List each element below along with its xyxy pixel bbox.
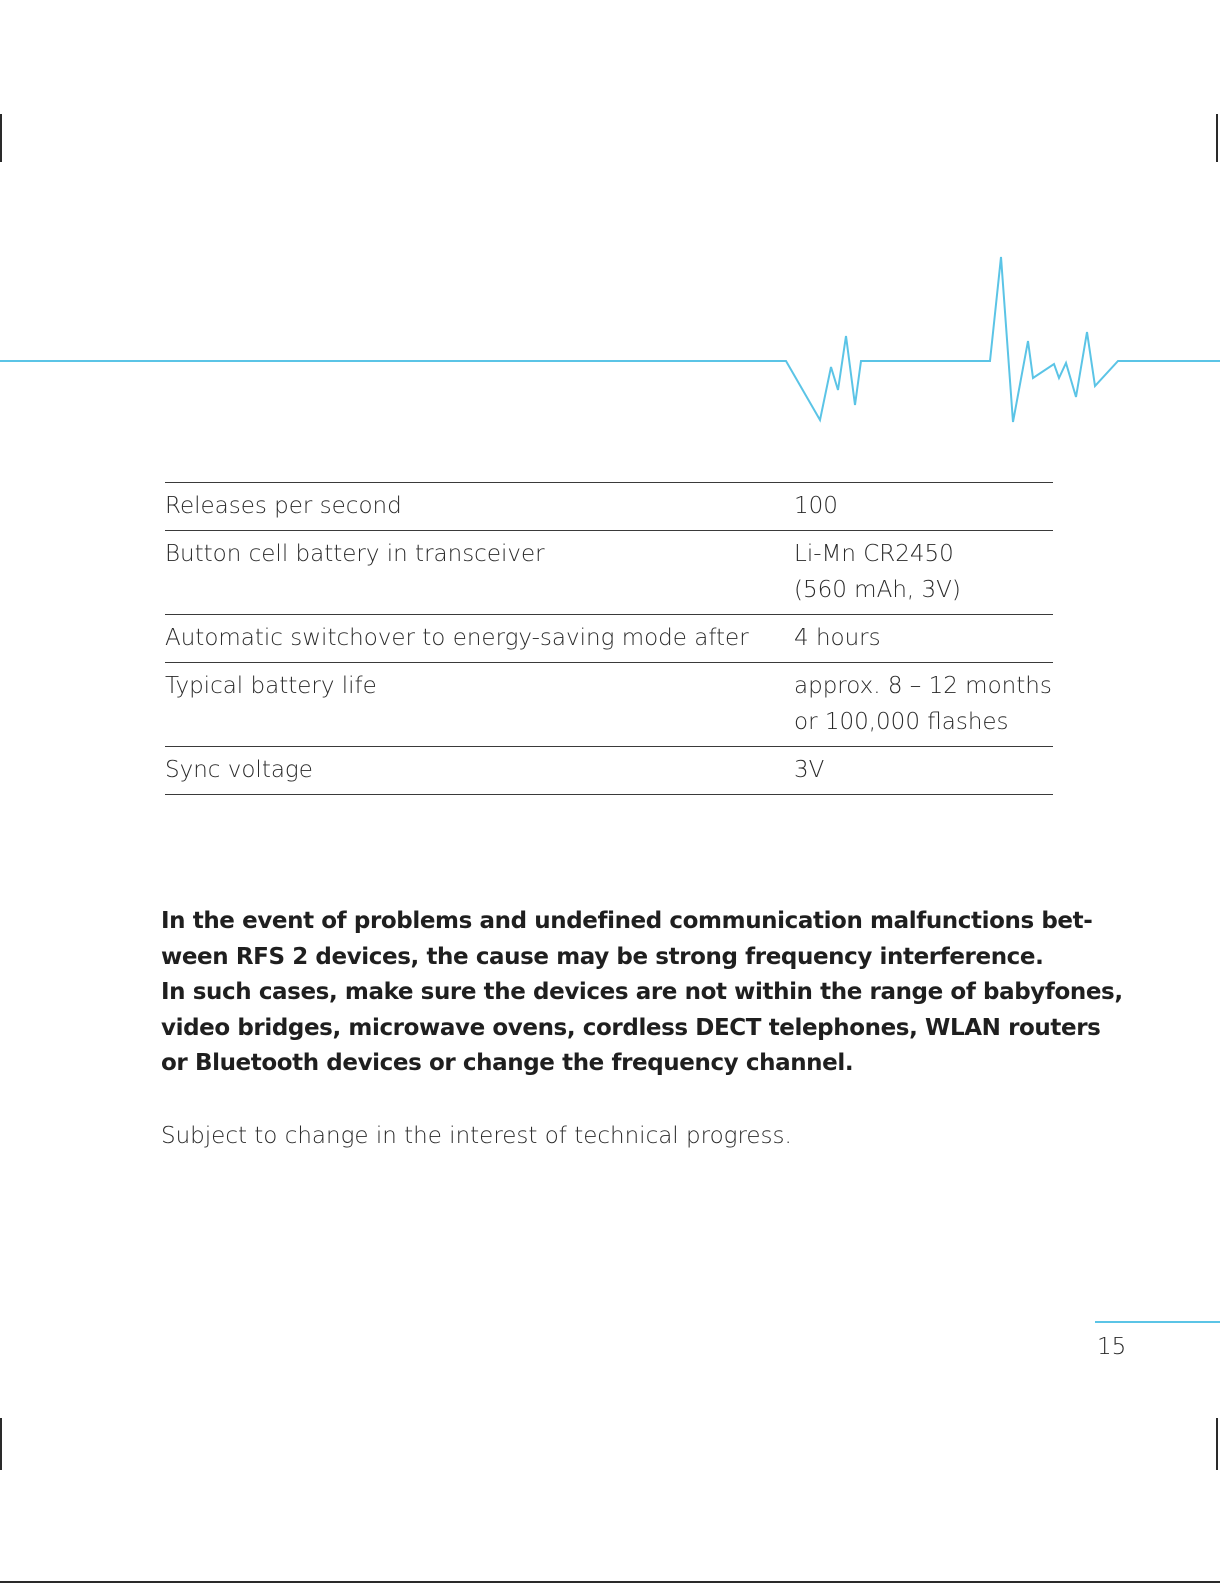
page-number: 15 [1097,1334,1127,1360]
table-row [165,747,1053,795]
spec-value-line: 4 hours [794,625,881,651]
spec-value-line: 3V [794,757,825,783]
crop-mark-top-left [0,114,2,162]
table-row [165,663,1053,747]
crop-mark-bottom-right [1216,1418,1218,1470]
table-row [165,531,1053,615]
spec-value [794,663,1053,747]
interference-notice [161,904,1123,1082]
notice-line: or Bluetooth devices or change the frequency channel. [161,1050,854,1076]
spec-value-line: Li-Mn CR2450 [794,541,954,567]
spec-value [794,483,1053,531]
notice-line: In the event of problems and undefined communication malfunctions bet- [161,908,1093,934]
spec-label: Automatic switchover to energy-saving mode after [165,615,794,663]
spec-value [794,615,1053,663]
crop-mark-bottom-left [0,1418,2,1470]
notice-line: ween RFS 2 devices, the cause may be strong frequency interference. [161,943,1044,970]
table-row [165,615,1053,663]
spec-label: Typical battery life [165,663,794,747]
spec-value [794,747,1053,795]
spec-value-line: or 100,000 flashes [794,709,1009,735]
notice-line: In such cases, make sure the devices are not within the range of babyfones, [161,979,1123,1005]
page-number-rule [1095,1321,1220,1323]
spec-label: Releases per second [165,483,794,531]
spec-label: Button cell battery in transceiver [165,531,794,615]
heartbeat-line-path [0,257,1220,422]
specs-table [165,482,1053,795]
heartbeat-line-graphic [0,240,1220,430]
spec-label: Sync voltage [165,747,794,795]
disclaimer-text: Subject to change in the interest of technical progress. [161,1123,792,1149]
spec-value [794,531,1053,615]
table-row [165,483,1053,531]
spec-value-line: (560 mAh, 3V) [794,577,961,603]
spec-value-line: 100 [794,493,838,519]
notice-line: video bridges, microwave ovens, cordless DECT telephones, WLAN routers [161,1014,1101,1041]
spec-value-line: approx. 8 – 12 months [794,673,1052,699]
crop-mark-top-right [1216,114,1218,162]
